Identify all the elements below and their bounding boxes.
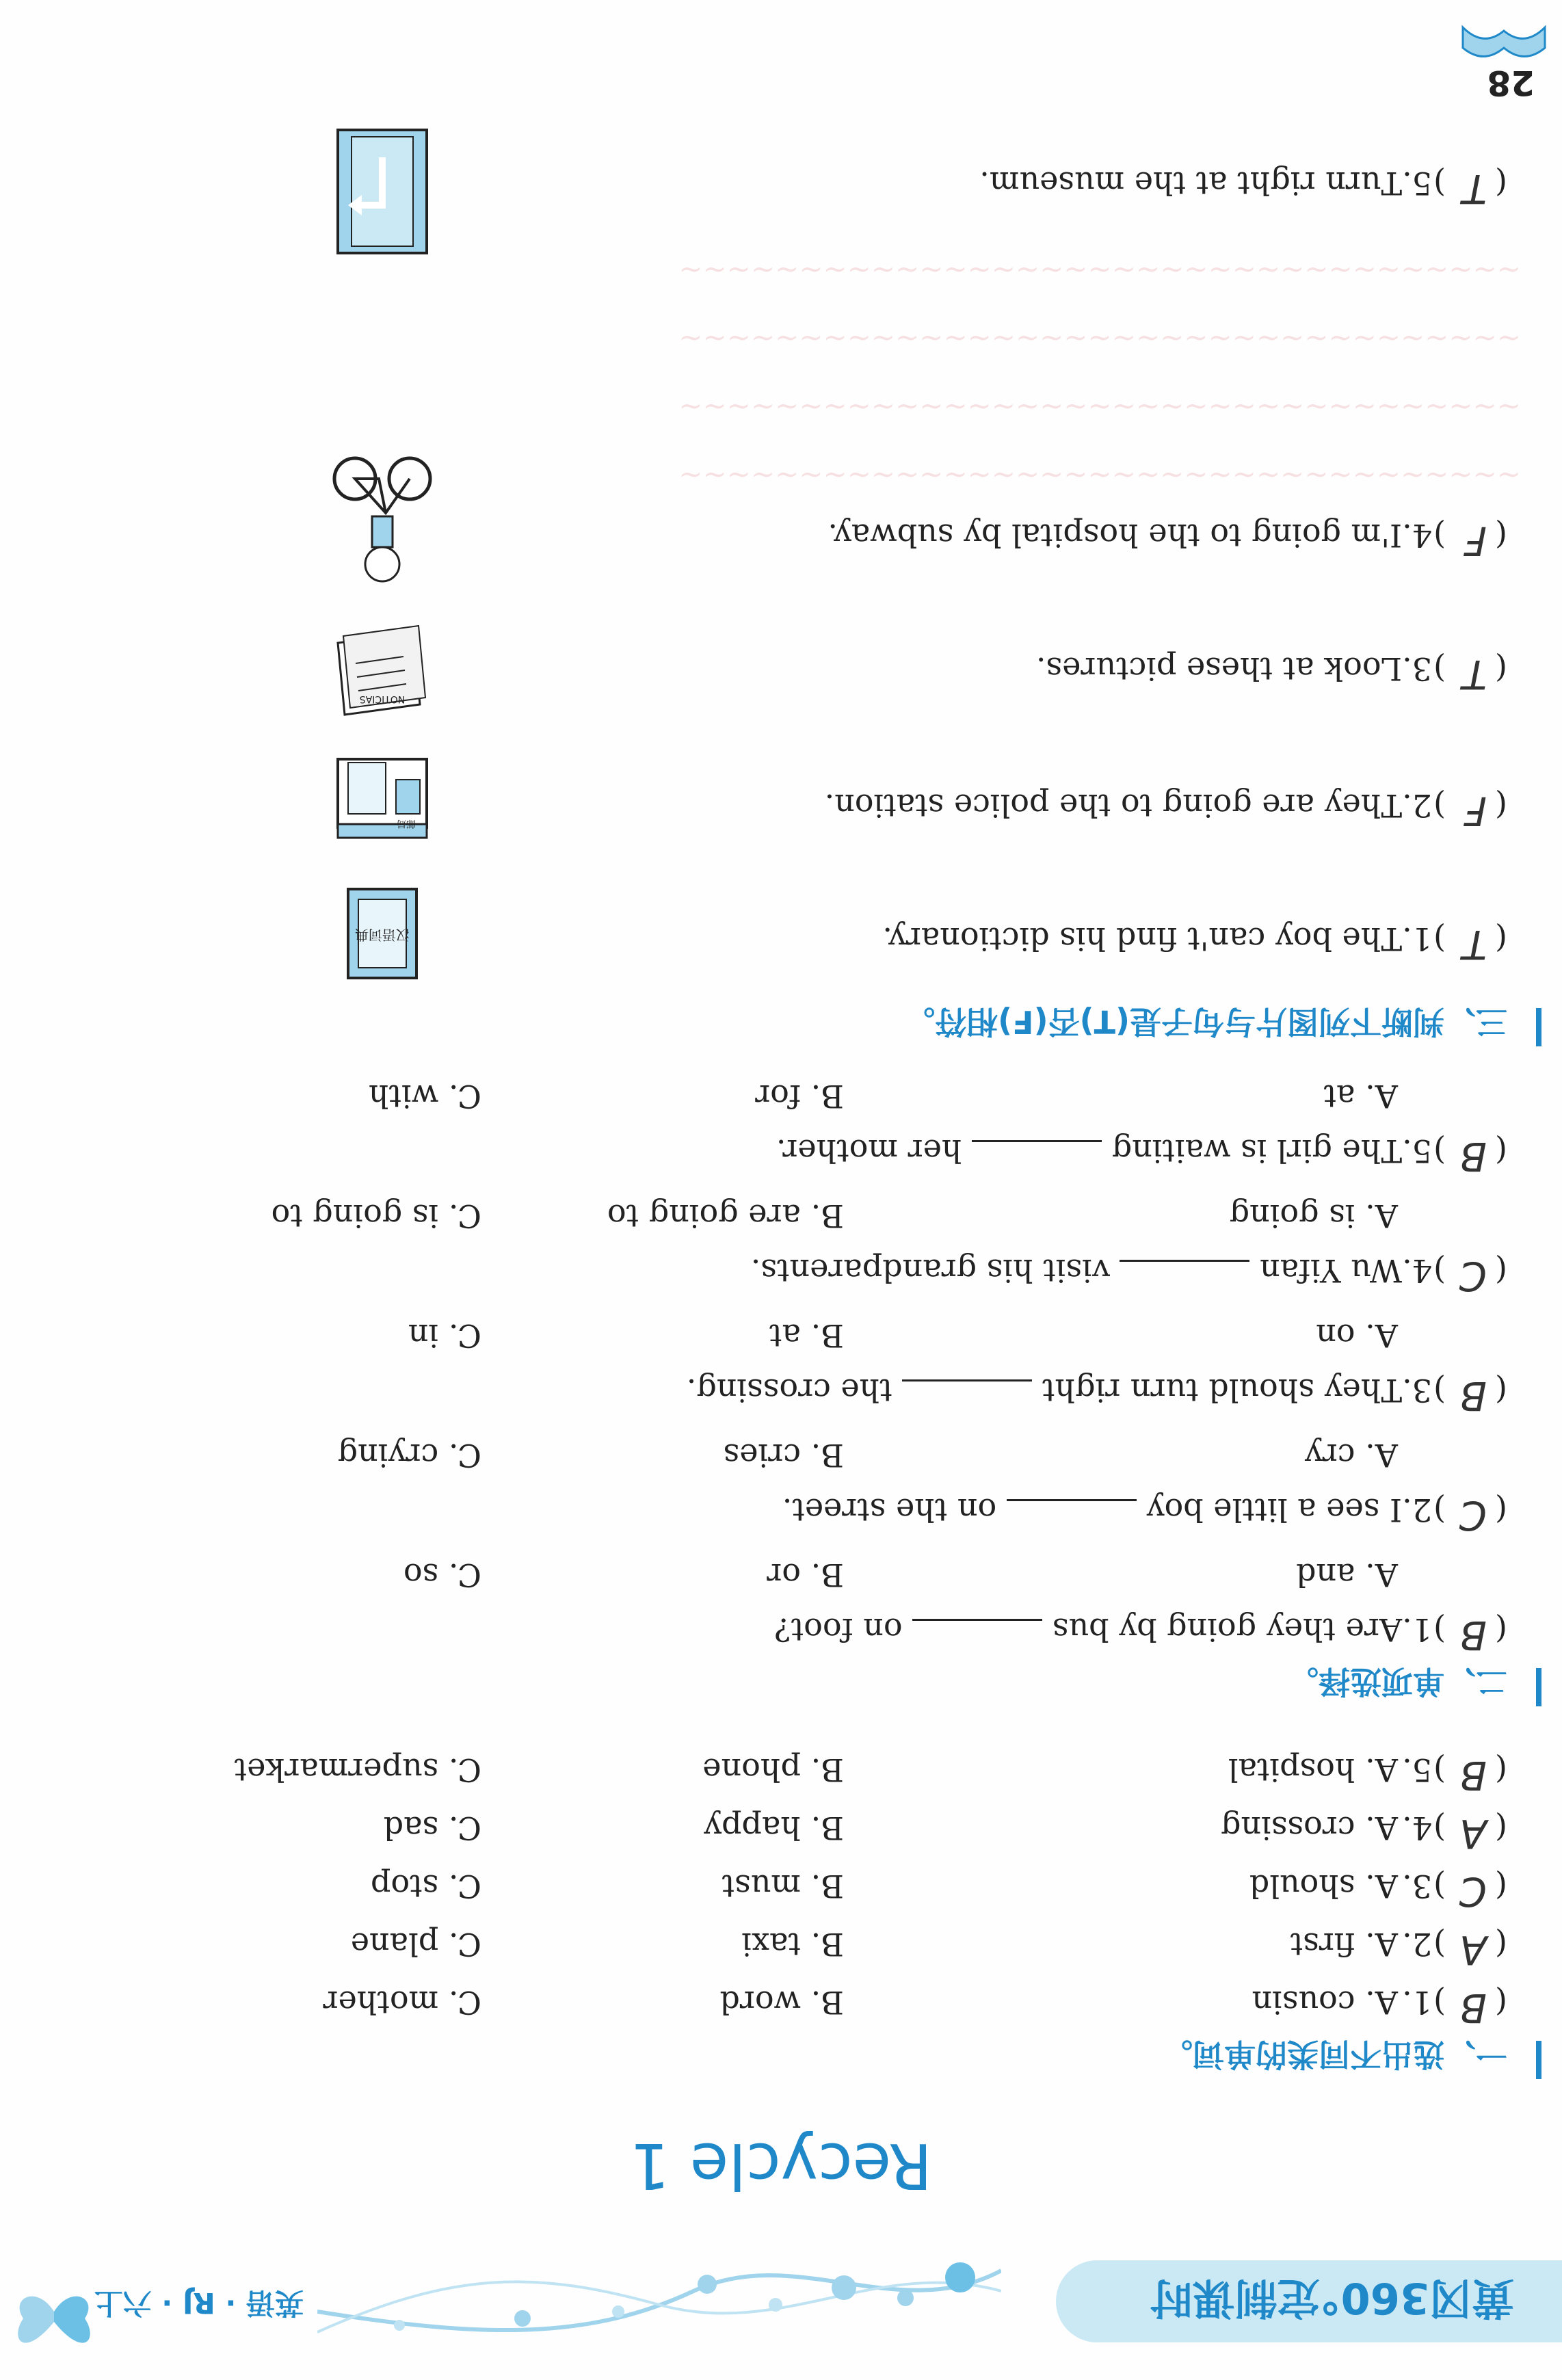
handwritten-answer: B	[1459, 1133, 1487, 1180]
handwritten-answer: B	[1459, 1985, 1487, 2031]
handwritten-answer: A	[1459, 1927, 1487, 1973]
turn-right-sign-picture	[331, 123, 434, 260]
building-sign: 邮局	[397, 818, 416, 829]
wave-decoration-icon	[317, 2250, 1001, 2353]
header-subtitle: 英语 · RJ · 六上	[94, 2286, 304, 2320]
bleed-through-text: ~~~~~~~~~~~~~~~~~~~~~~~~~~~~~~~~~~~	[678, 459, 1521, 492]
page-number: 28	[1487, 63, 1535, 103]
dictionary-picture	[331, 882, 434, 985]
section1-heading: 一、选出不同类的单词。	[1161, 2034, 1507, 2079]
handwritten-answer: F	[1464, 518, 1487, 564]
handwritten-answer: A	[1459, 1810, 1487, 1857]
newspaper-masthead: NOTICIAS	[359, 693, 406, 704]
handwritten-answer: T	[1462, 921, 1487, 968]
handwritten-answer: C	[1459, 1492, 1487, 1539]
answer-blank[interactable]	[1120, 1260, 1249, 1286]
handwritten-answer: C	[1459, 1868, 1487, 1915]
handwritten-answer: B	[1459, 1612, 1487, 1658]
bike-picture	[331, 438, 434, 595]
handwritten-answer: B	[1459, 1752, 1487, 1799]
handwritten-answer: C	[1459, 1253, 1487, 1299]
answer-blank[interactable]	[902, 1379, 1032, 1406]
answer-blank[interactable]	[912, 1619, 1042, 1645]
post-office-picture	[331, 752, 434, 855]
book-title: 汉语词典	[355, 927, 410, 943]
handwritten-answer: T	[1462, 166, 1487, 212]
bleed-through-text: ~~~~~~~~~~~~~~~~~~~~~~~~~~~~~~~~~~~	[678, 391, 1521, 424]
book-icon	[1459, 21, 1548, 62]
bleed-through-text: ~~~~~~~~~~~~~~~~~~~~~~~~~~~~~~~~~~~	[678, 254, 1521, 287]
bleed-through-text: ~~~~~~~~~~~~~~~~~~~~~~~~~~~~~~~~~~~	[678, 322, 1521, 356]
header-title: 黄冈360°定制课时	[1150, 2273, 1514, 2323]
answer-blank[interactable]	[972, 1140, 1102, 1167]
handwritten-answer: B	[1459, 1373, 1487, 1419]
workbook-page: 黄冈360°定制课时 英语 · RJ · 六上 Recycle 1 一、选出不同类的单词。 ( B ) 1. A. cousin B. word C. mother ( A ) 2. A. first B. taxi C. plane ( C ) 3. A. should B. must C. stop ( A ) 4. A. crossing B. happy C. sad ( B ) 5. A. hospital B. phone C. supermarket 二、单项选择。 ( B ) 1.Are they going by bus on foot? A. and B. or C. so ( C ) 2.I see a little boy on the street. A. cry B. cries C. crying ( B ) 3.They should turn right the crossing. A. on B. at C. in ( C ) 4.Wu Yifan visit his grandparents. A. is going B. are going to C. is going to ( B ) 5.The girl is waiting her mother. A. at B. for C. with 三、判断下列图片与句子是(T)否(F)相符。 ( T ) 1.The boy can't find his dictionary. 汉语词典 ( F ) 2.They are going to the police station. 邮局 ( T ) 3.Look at these pictures. NOTICIAS ( F ) 4.I'm going to the hospital by subway. ( T ) 5.Turn right at the museum. ~~~~~~~~~~~~~~~~~~~~~~~~~~~~~~~~~~~ ~~~~~~~~~~~~~~~~~~~~~~~~~~~~~~~~~~~ ~~~~~~~~~~~~~~~~~~~~~~~~~~~~~~~~~~~ ~~~~~~~~~~~~~~~~~~~~~~~~~~~~~~~~~~~ 28	[0, 0, 1562, 2380]
unit-title: Recycle 1	[630, 2129, 932, 2202]
section3-heading: 三、判断下列图片与句子是(T)否(F)相符。	[903, 1001, 1507, 1046]
answer-blank[interactable]	[1007, 1499, 1137, 1526]
newspaper-picture	[331, 622, 434, 725]
handwritten-answer: T	[1462, 651, 1487, 698]
butterfly-icon	[10, 2277, 98, 2366]
handwritten-answer: F	[1464, 788, 1487, 834]
section2-heading: 二、单项选择。	[1287, 1661, 1507, 1706]
